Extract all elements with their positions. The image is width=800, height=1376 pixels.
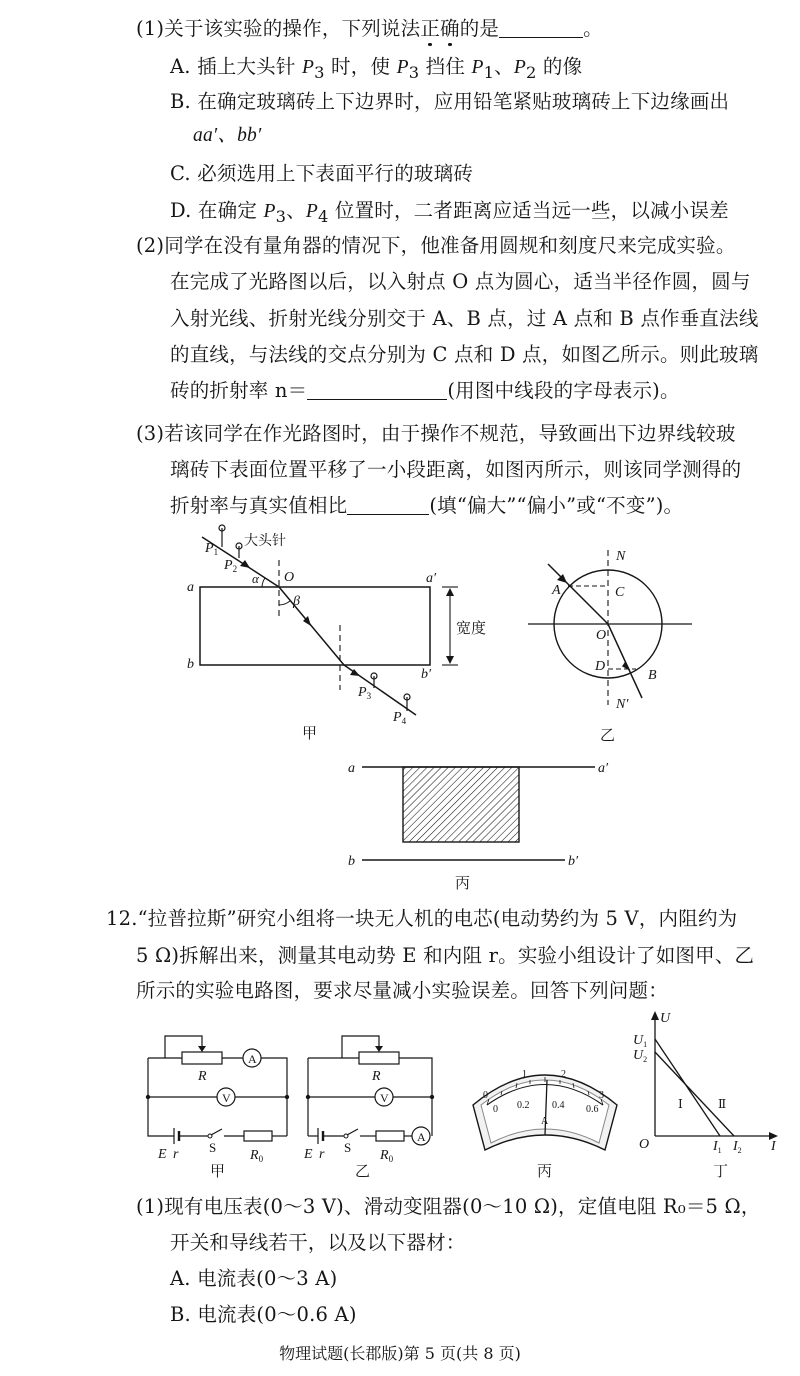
slider xyxy=(165,1036,202,1058)
svg-text:S: S xyxy=(209,1140,217,1155)
q11-part2-line3: 入射光线、折射光线分别交于 A、B 点，过 A 点和 B 点作垂直法线 xyxy=(170,307,759,330)
q11-option-b-line2: aa′、bb′ xyxy=(193,125,262,146)
caption-circuit-yi: 乙 xyxy=(355,1162,371,1180)
label-b-prime: b′ xyxy=(421,667,432,682)
svg-text:R0: $R_0$ xyxy=(250,1148,264,1164)
figure-bing xyxy=(340,755,620,895)
q11-part3-line3: 折射率与真实值相比 (填“偏大”“偏小”或“不变”)。 xyxy=(170,494,684,517)
q12-line1: 12.“拉普拉斯”研究小组将一块无人机的电芯(电动势约为 5 V，内阻约为 xyxy=(106,907,738,930)
label-C: C xyxy=(615,585,625,600)
label-P2: $P_2$ xyxy=(224,558,238,574)
svg-text:R0: $R_0$ xyxy=(380,1148,394,1164)
label-b-prime: b′ xyxy=(568,854,579,869)
svg-text:V: V xyxy=(380,1091,389,1105)
svg-text:I2: $I_2$ xyxy=(733,1139,742,1155)
label-P3: $P_3$ xyxy=(358,685,372,701)
slider xyxy=(342,1036,379,1058)
answer-blank[interactable] xyxy=(499,17,583,38)
q11-part2-line2: 在完成了光路图以后，以入射点 O 点为圆心，适当半径作圆，圆与 xyxy=(170,270,751,293)
svg-text:R: R xyxy=(198,1069,207,1084)
circuit-jia xyxy=(140,1028,295,1183)
pin-icon xyxy=(219,525,225,547)
width-label: 宽度 xyxy=(456,619,487,637)
q11-part2-line1: (2)同学在没有量角器的情况下，他准备用圆规和刻度尺来完成实验。 xyxy=(136,234,736,257)
pin-label: 大头针 xyxy=(244,533,286,549)
rheostat-R xyxy=(359,1052,399,1064)
label-N-prime: N′ xyxy=(616,697,629,712)
caption-meter: 丙 xyxy=(537,1162,553,1180)
svg-text:R: R xyxy=(372,1069,381,1084)
q11-part2-line5: 砖的折射率 n＝ (用图中线段的字母表示)。 xyxy=(170,379,680,402)
label-alpha: α xyxy=(252,571,259,586)
emphasis-char: 正 xyxy=(420,17,441,40)
q11-part2-line4: 的直线，与法线的交点分别为 C 点和 D 点，如图乙所示。则此玻璃 xyxy=(170,343,759,366)
q11-option-c: C. 必须选用上下表面平行的玻璃砖 xyxy=(170,162,474,185)
label-b: b xyxy=(348,854,355,869)
label-a: a xyxy=(187,580,194,595)
angle-alpha-arc xyxy=(262,578,265,587)
caption-jia: 甲 xyxy=(302,724,318,742)
graph-line-II xyxy=(655,1052,734,1136)
svg-text:I: I xyxy=(771,1139,776,1154)
q11-part3-line2: 璃砖下表面位置平移了一小段距离，如图丙所示，则该同学测得的 xyxy=(170,458,742,481)
label-a-prime: a′ xyxy=(426,571,437,586)
page-footer: 物理试题(长郡版)第 5 页(共 8 页) xyxy=(279,1344,521,1363)
refracted-ray xyxy=(279,587,344,665)
rheostat-R xyxy=(182,1052,222,1064)
angle-beta-arc xyxy=(279,601,290,605)
svg-text:0.4: 0.4 xyxy=(552,1100,565,1111)
svg-text:0.6: 0.6 xyxy=(586,1104,599,1115)
svg-text:A: A xyxy=(248,1052,257,1066)
q12-line3: 所示的实验电路图，要求尽量减小实验误差。回答下列问题： xyxy=(136,979,668,1002)
label-a-prime: a′ xyxy=(598,761,609,776)
label-A: A xyxy=(552,583,561,598)
svg-text:0.2: 0.2 xyxy=(517,1100,530,1111)
svg-text:O: O xyxy=(639,1137,650,1152)
svg-text:V: V xyxy=(222,1091,231,1105)
glass-brick-hatched xyxy=(403,767,519,842)
figure-jia xyxy=(180,525,487,750)
q11-part3-line1: (3)若该同学在作光路图时，由于操作不规范，导致画出下边界线较玻 xyxy=(136,422,736,445)
label-P1: $P_1$ xyxy=(205,541,219,557)
pin-icon xyxy=(404,694,410,711)
circuit-yi xyxy=(300,1028,450,1183)
svg-text:E: E xyxy=(304,1147,313,1162)
svg-text:Ⅱ: Ⅱ xyxy=(718,1097,727,1111)
label-D: D xyxy=(595,659,606,674)
svg-text:0: 0 xyxy=(483,1090,488,1101)
svg-text:U2: $U_2$ xyxy=(633,1048,648,1064)
q11-part1: (1)关于该实验的操作，下列说法正确的是 。 xyxy=(136,17,603,40)
resistor-R0 xyxy=(376,1131,404,1141)
caption-yi: 乙 xyxy=(600,726,616,744)
glass-brick xyxy=(200,587,430,665)
svg-text:1: 1 xyxy=(522,1069,527,1080)
svg-text:2: 2 xyxy=(561,1069,566,1080)
q11-option-d: D. 在确定 $P_3$、$P_4$ 位置时，二者距离应适当远一些，以减小误差 xyxy=(170,199,729,226)
svg-text:S: S xyxy=(344,1140,352,1155)
q12-part1-line1: (1)现有电压表(0～3 V)、滑动变阻器(0～10 Ω)，定值电阻 R₀＝5 Ω， xyxy=(136,1195,761,1218)
svg-text:E: E xyxy=(158,1147,167,1162)
caption-circuit-jia: 甲 xyxy=(210,1162,226,1180)
label-b: b xyxy=(187,657,194,672)
svg-text:r: r xyxy=(319,1147,325,1162)
ammeter-dial xyxy=(465,1050,625,1180)
svg-text:A: A xyxy=(541,1116,549,1127)
q12-part1-line2: 开关和导线若干，以及以下器材： xyxy=(170,1231,466,1254)
svg-text:U: U xyxy=(660,1011,671,1026)
svg-text:0: 0 xyxy=(493,1104,498,1115)
caption-graph: 丁 xyxy=(713,1162,729,1180)
svg-text:Ⅰ: Ⅰ xyxy=(678,1097,683,1111)
svg-text:A: A xyxy=(417,1130,426,1144)
pin-icon xyxy=(371,673,377,688)
svg-text:I1: $I_1$ xyxy=(713,1139,722,1155)
label-beta: β xyxy=(293,594,300,609)
ray-arrow xyxy=(622,661,631,672)
label-P4: $P_4$ xyxy=(393,710,407,726)
label-a: a xyxy=(348,761,355,776)
svg-text:U1: $U_1$ xyxy=(633,1033,648,1049)
q12-line2: 5 Ω)拆解出来，测量其电动势 E 和内阻 r。实验小组设计了如图甲、乙 xyxy=(136,944,755,967)
q11-option-a: A. 插上大头针 $P_3$ 时，使 $P_3$ 挡住 $P_1$、$P_2$ 的像 xyxy=(170,55,583,82)
label-O: O xyxy=(284,570,295,585)
ui-graph xyxy=(625,1008,785,1183)
answer-blank[interactable] xyxy=(347,494,429,515)
label-B: B xyxy=(648,668,657,683)
q12-option-b: B. 电流表(0～0.6 A) xyxy=(170,1303,357,1326)
q12-option-a: A. 电流表(0～3 A) xyxy=(170,1267,338,1290)
label-N: N xyxy=(616,549,626,564)
emphasis-char: 确 xyxy=(440,17,460,40)
q11-option-b-line1: B. 在确定玻璃砖上下边界时，应用铅笔紧贴玻璃砖上下边缘画出 xyxy=(170,90,730,113)
ray-arrow xyxy=(240,560,250,568)
figure-yi xyxy=(520,540,700,744)
answer-blank[interactable] xyxy=(307,379,447,400)
refracted-ray xyxy=(608,624,642,698)
label-O: O xyxy=(596,628,607,643)
resistor-R0 xyxy=(244,1131,272,1141)
caption-bing: 丙 xyxy=(455,874,471,892)
pin-icon xyxy=(236,543,242,558)
svg-text:r: r xyxy=(173,1147,179,1162)
svg-text:3: 3 xyxy=(599,1090,604,1101)
